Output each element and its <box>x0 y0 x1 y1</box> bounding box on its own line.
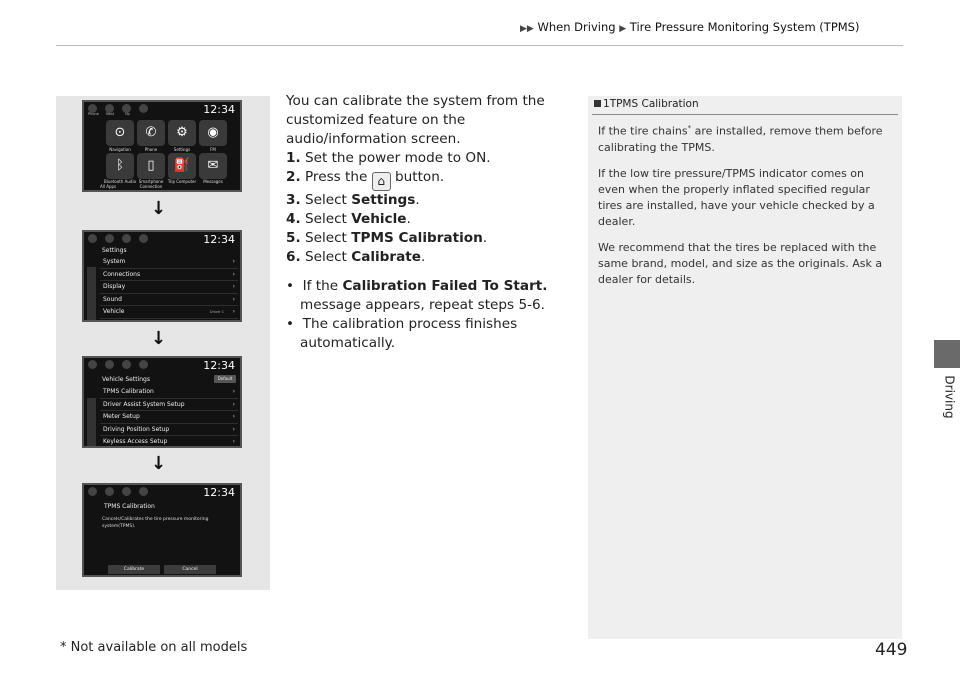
clock: 12:34 <box>203 359 235 372</box>
menu-row-label: Connections <box>103 270 141 278</box>
step-text: Select <box>304 230 347 246</box>
menu-row-label: Driver Assist System Setup <box>103 400 185 408</box>
tile-label: Bluetooth Audio <box>103 179 137 184</box>
chevron-right-icon: › <box>232 425 235 433</box>
bullet-text: If the <box>302 278 339 294</box>
driver-label: Driver 1 <box>209 310 224 314</box>
screen-title: Vehicle Settings <box>102 376 150 383</box>
spacer <box>286 267 576 277</box>
default-button: Default <box>214 375 236 383</box>
mute-icon <box>139 234 148 243</box>
menu-row <box>100 424 238 437</box>
chevron-right-icon: › <box>232 413 235 420</box>
step-text: Set the power mode to ON. <box>304 150 491 166</box>
menu-row <box>100 386 238 399</box>
step-text: . <box>406 211 411 227</box>
menu-row <box>100 269 238 282</box>
note-divider <box>592 114 898 115</box>
step-text: Select <box>304 249 347 265</box>
mute-icon <box>139 104 148 113</box>
step-text: . <box>421 249 426 265</box>
screen-title: TPMS Calibration <box>104 503 155 510</box>
note-heading <box>594 98 699 110</box>
status-label: Phone <box>88 112 99 116</box>
phone-icon <box>88 234 97 243</box>
note-ref-number: 1 <box>603 98 610 110</box>
clock: 12:34 <box>203 486 235 499</box>
phone-icon <box>88 360 97 369</box>
tile-label: Smartphone Connection <box>138 179 164 189</box>
step-4 <box>286 210 576 229</box>
status-bar <box>84 232 240 248</box>
chapter-tab-label <box>926 368 960 426</box>
footnote-marker: * <box>687 124 692 132</box>
step-text: Select <box>304 192 347 208</box>
status-label: Next <box>106 112 115 116</box>
chevron-right-icon: › <box>232 400 235 408</box>
step-text: . <box>482 230 488 246</box>
menu-row <box>100 281 238 294</box>
phone-icon: ✆ <box>137 120 165 146</box>
settings-menu <box>100 256 238 319</box>
next-icon <box>105 234 114 243</box>
note-text: If the tire chains <box>598 124 688 138</box>
menu-row <box>100 306 238 319</box>
tpms-description: Cancels/Calibrates the tire pressure monitoring system(TPMS). <box>102 517 209 529</box>
menu-row <box>100 294 238 307</box>
radio-icon: ◉ <box>199 120 227 146</box>
step-text: button. <box>395 169 445 185</box>
chapter-name: Driving <box>942 375 957 419</box>
fuel-icon: ⛽ <box>168 153 196 179</box>
step-text: Press the <box>304 169 368 185</box>
menu-row-label: Meter Setup <box>103 413 140 420</box>
tile-label: Messages <box>203 179 223 184</box>
calibrate-button: Calibrate <box>108 565 160 574</box>
chevron-right-icon: › <box>232 283 235 290</box>
phone-icon <box>88 487 97 496</box>
step-2 <box>286 168 576 191</box>
down-arrow-icon: ↓ <box>151 453 167 474</box>
menu-row <box>100 256 238 269</box>
intro-text: You can calibrate the system from the customized feature on the audio/information screen. <box>286 93 545 147</box>
scroll-strip <box>87 398 96 448</box>
all-apps-label: All Apps <box>100 184 117 189</box>
breadcrumb-arrow-icon: ▶▶ <box>520 24 534 34</box>
bullet-text: message appears, repeat steps 5-6. <box>300 297 545 313</box>
smartphone-icon: ▯ <box>137 153 165 179</box>
cancel-button: Cancel <box>164 565 216 574</box>
menu-row-label: Display <box>103 283 126 290</box>
tile-label: Navigation <box>109 147 131 152</box>
bluetooth-icon: ᛒ <box>106 153 134 179</box>
step-3 <box>286 191 576 210</box>
menu-row-label: Vehicle <box>103 308 125 315</box>
home-icon: ⌂ <box>372 172 391 191</box>
chevron-right-icon: › <box>232 258 235 265</box>
bullet-keyword: Calibration Failed To Start. <box>342 278 548 294</box>
chapter-tab-marker <box>934 340 960 368</box>
bullet-item: • If the Calibration Failed To Start. message appears, repeat steps 5-6. <box>286 278 548 313</box>
tile-label: Phone <box>144 147 158 152</box>
step-6 <box>286 248 576 267</box>
tile-label: Trip Computer <box>167 179 197 184</box>
navigation-icon: ⊙ <box>106 120 134 146</box>
down-arrow-icon: ↓ <box>151 328 167 349</box>
chevron-right-icon: › <box>232 388 235 395</box>
sms-icon: ✉ <box>199 153 227 179</box>
tile-label: FM <box>210 147 216 152</box>
status-bar <box>84 358 240 374</box>
menu-row <box>100 411 238 424</box>
note-body <box>598 120 890 298</box>
status-label: Up <box>125 112 130 116</box>
clock: 12:34 <box>203 233 235 246</box>
step-keyword: Vehicle <box>351 211 407 227</box>
clock: 12:34 <box>203 103 235 116</box>
step-number: 1. <box>286 150 301 166</box>
step-number: 5. <box>286 230 301 246</box>
reference-marker-icon <box>594 100 601 107</box>
chevron-right-icon: › <box>232 270 235 278</box>
step-text: . <box>415 192 420 208</box>
breadcrumb-topic: Tire Pressure Monitoring System (TPMS) <box>629 20 860 34</box>
step-number: 3. <box>286 192 301 208</box>
step-keyword: Calibrate <box>351 249 422 265</box>
step-5 <box>286 229 576 248</box>
gear-icon: ⚙ <box>168 120 196 146</box>
menu-row <box>100 436 238 448</box>
menu-row-label: TPMS Calibration <box>103 388 154 395</box>
step-1 <box>286 149 576 168</box>
breadcrumb-section: When Driving <box>537 20 616 34</box>
up-icon <box>122 487 131 496</box>
step-number: 6. <box>286 249 301 265</box>
chevron-right-icon: › <box>232 308 235 315</box>
home-screen-illustration <box>82 100 242 192</box>
status-bar <box>84 102 240 118</box>
step-number: 4. <box>286 211 301 227</box>
step-keyword: TPMS Calibration <box>351 230 483 246</box>
menu-row-label: Driving Position Setup <box>103 425 170 433</box>
note-text: are installed, remove them before calibrating the TPMS. <box>598 124 883 154</box>
tile-label: Settings <box>173 147 191 152</box>
mute-icon <box>139 487 148 496</box>
note-title: TPMS Calibration <box>609 98 699 110</box>
next-icon <box>105 360 114 369</box>
side-note-panel <box>588 96 902 639</box>
vehicle-menu <box>100 386 238 448</box>
breadcrumb <box>520 20 859 34</box>
menu-row-label: Sound <box>103 295 122 303</box>
step-keyword: Settings <box>351 192 416 208</box>
step-number: 2. <box>286 169 301 185</box>
bullet-text: The calibration process finishes automatically. <box>300 316 518 351</box>
footnote: * Not available on all models <box>60 640 248 655</box>
screen-title: Settings <box>102 247 127 254</box>
instructions <box>286 92 576 353</box>
header-divider <box>56 45 903 46</box>
up-icon <box>122 360 131 369</box>
breadcrumb-separator-icon: ▶ <box>619 24 627 34</box>
down-arrow-icon: ↓ <box>151 198 167 219</box>
page-number: 449 <box>875 640 908 660</box>
chevron-right-icon: › <box>232 438 235 445</box>
menu-row-label: System <box>103 258 126 265</box>
step-text: Select <box>304 211 347 227</box>
bullet-item: • The calibration process finishes automatically. <box>286 316 518 351</box>
status-bar <box>84 485 240 501</box>
scroll-strip <box>87 267 96 322</box>
up-icon <box>122 234 131 243</box>
mute-icon <box>139 360 148 369</box>
chevron-right-icon: › <box>232 295 235 303</box>
menu-row <box>100 399 238 412</box>
note-paragraph: If the low tire pressure/TPMS indicator comes on even when the properly inflated specified regular tires are installed, have your vehicle checked by a dealer. <box>598 166 875 228</box>
tpms-calibration-screen-illustration <box>82 483 242 577</box>
note-paragraph: We recommend that the tires be replaced with the same brand, model, and size as the originals. Ask a dealer for details. <box>598 240 883 286</box>
vehicle-settings-screen-illustration <box>82 356 242 448</box>
settings-screen-illustration <box>82 230 242 322</box>
note-paragraph <box>598 120 890 156</box>
menu-row-label: Keyless Access Setup <box>103 438 168 445</box>
next-icon <box>105 487 114 496</box>
